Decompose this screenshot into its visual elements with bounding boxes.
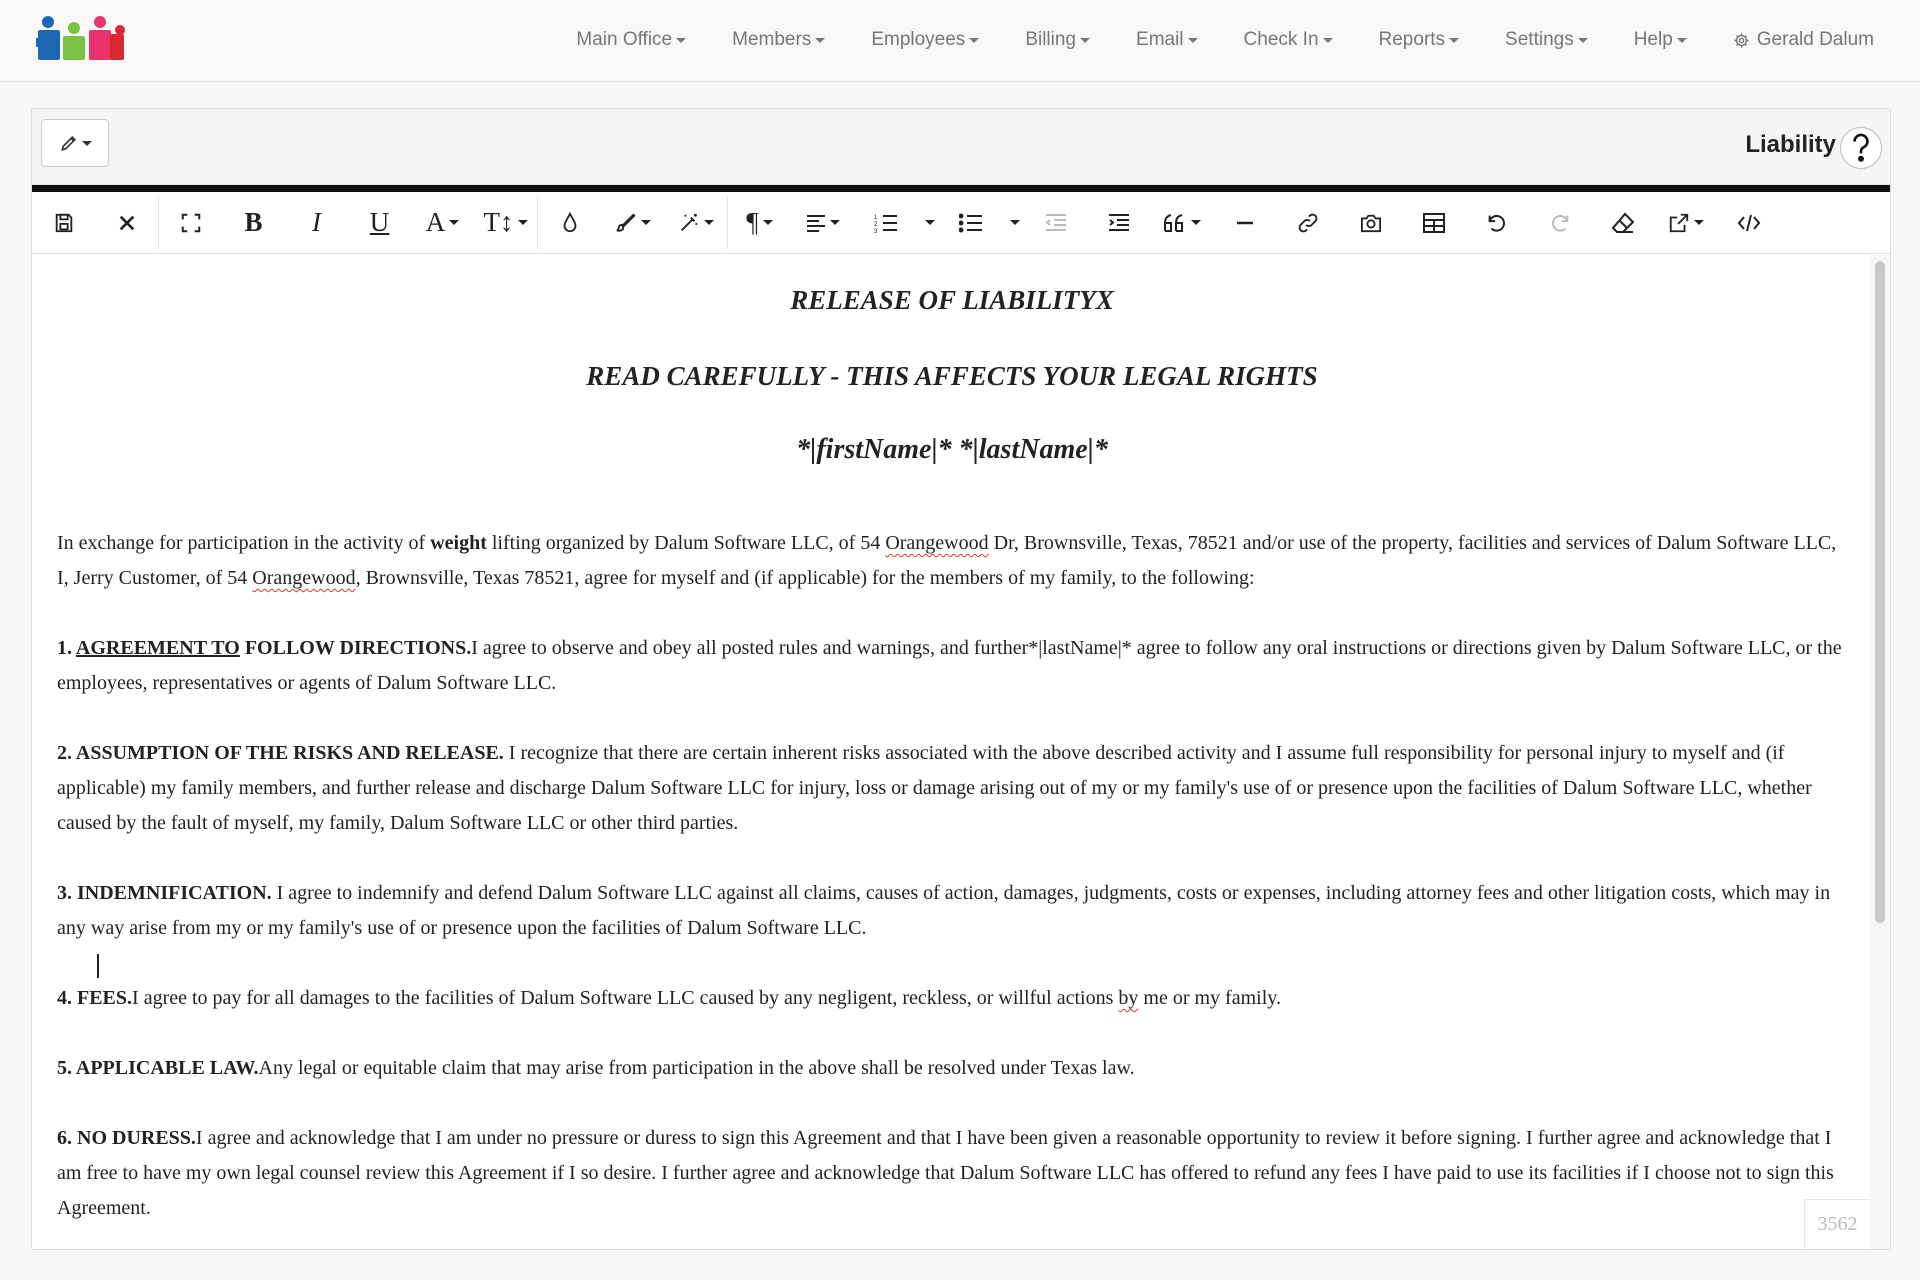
nav-settings[interactable]: Settings — [1482, 29, 1611, 51]
nav-members[interactable]: Members — [709, 29, 848, 51]
nav-reports[interactable]: Reports — [1356, 29, 1483, 51]
outdent-icon — [1045, 213, 1067, 233]
user-name: Gerald Dalum — [1756, 29, 1874, 50]
intro-paragraph: In exchange for participation in the activity of weight lifting organized by Dalum Software LLC, of 54 Orangewood Dr, Brownsville, Texas, 78521 and/or use of the property, facilities and services of Dalum Software LLC, I, Jerry Customer, of 54 Orangewood, Brownsville, Texas 78521, agree for myself and (if applicable) for the members of my family, to the following: — [57, 532, 1837, 589]
paragraph-style-dropdown[interactable] — [728, 192, 791, 254]
horizontal-rule-button[interactable] — [1213, 192, 1276, 254]
section-2-paragraph: 2. ASSUMPTION OF THE RISKS AND RELEASE. I recognize that there are certain inherent risks associated with the above described activity and I assume full responsibility for personal injury to myself and (if applicable) my family members, and further release and discharge Dalum Software LLC for injury, loss or damage arising out of my or my family's use of or presence upon the facilities of Dalum Software LLC, whether caused by the fault of myself, my family, Dalum Software LLC or other third parties. — [57, 742, 1812, 834]
redo-button[interactable] — [1528, 192, 1591, 254]
gear-icon — [1733, 32, 1750, 49]
font-size-icon: T↕ — [483, 207, 514, 237]
caret-down-icon — [969, 38, 979, 43]
ordered-list-dropdown[interactable] — [917, 192, 939, 254]
section-6-paragraph: 6. NO DURESS.I agree and acknowledge that I am under no pressure or duress to sign this Agreement and that I have been given a reasonable opportunity to review it before signing. I further agree and acknowledge that I am free to have my own legal counsel review this Agreement if I so desire. I further agree and acknowledge that Dalum Software LLC has offered to refund any fees I have paid to use its facilities if I choose not to sign this Agreement. — [57, 1127, 1834, 1219]
undo-button[interactable] — [1465, 192, 1528, 254]
italic-button[interactable] — [285, 192, 348, 254]
align-dropdown[interactable] — [791, 192, 854, 254]
horizontal-rule-icon — [1235, 220, 1255, 226]
caret-down-icon — [925, 220, 935, 225]
caret-down-icon — [830, 220, 840, 225]
close-icon — [118, 214, 136, 232]
font-size-dropdown[interactable] — [474, 192, 537, 254]
paint-brush-dropdown[interactable] — [601, 192, 664, 254]
undo-icon — [1486, 212, 1508, 234]
spelling-error[interactable]: Orangewood — [252, 567, 356, 589]
italic-icon: I — [312, 207, 321, 237]
panel-title: Liability — [1745, 131, 1836, 158]
link-button[interactable] — [1276, 192, 1339, 254]
caret-down-icon — [1677, 38, 1687, 43]
question-icon — [1848, 133, 1874, 163]
caret-down-icon — [518, 220, 528, 225]
link-icon — [1297, 212, 1319, 234]
empty-line — [57, 946, 1847, 981]
section-3-paragraph: 3. INDEMNIFICATION. I agree to indemnify and defend Dalum Software LLC against all claims, causes of action, damages, judgments, costs or expenses, including attorney fees and other litigation costs, which may in any way arise from my or my family's use of or presence upon the facilities of Dalum Software LLC. — [57, 882, 1831, 939]
edit-mode-dropdown[interactable] — [41, 119, 109, 167]
pencil-icon — [59, 133, 79, 153]
document-subtitle: READ CAREFULLY - THIS AFFECTS YOUR LEGAL RIGHTS — [586, 361, 1318, 391]
spelling-error[interactable]: by — [1118, 987, 1139, 1009]
indent-button[interactable] — [1087, 192, 1150, 254]
document-editor[interactable] — [32, 255, 1872, 1249]
svg-text:1: 1 — [873, 214, 877, 221]
svg-text:3: 3 — [873, 228, 877, 233]
caret-down-icon — [1449, 38, 1459, 43]
caret-down-icon — [1578, 38, 1588, 43]
caret-down-icon — [815, 38, 825, 43]
caret-down-icon — [82, 141, 92, 146]
caret-down-icon — [1323, 38, 1333, 43]
indent-icon — [1108, 213, 1130, 233]
ordered-list-icon — [874, 213, 898, 233]
magic-wand-dropdown[interactable] — [664, 192, 727, 254]
clear-format-button[interactable] — [1591, 192, 1654, 254]
nav-billing[interactable]: Billing — [1002, 29, 1113, 51]
caret-down-icon — [1694, 220, 1704, 225]
save-button[interactable] — [32, 192, 95, 254]
top-navbar — [0, 0, 1920, 82]
table-icon — [1423, 213, 1445, 233]
bold-button[interactable] — [222, 192, 285, 254]
outdent-button[interactable] — [1024, 192, 1087, 254]
panel-header — [32, 109, 1890, 185]
section-4-paragraph: 4. FEES.I agree to pay for all damages to the facilities of Dalum Software LLC caused by any negligent, reckless, or willful actions by me or my family. — [57, 987, 1281, 1009]
align-icon — [806, 214, 826, 232]
nav-help[interactable]: Help — [1611, 29, 1710, 51]
ordered-list-button[interactable] — [854, 192, 917, 254]
color-icon — [561, 212, 579, 234]
external-link-icon — [1668, 212, 1690, 234]
magic-wand-icon — [678, 212, 700, 234]
font-family-dropdown[interactable] — [411, 192, 474, 254]
liability-panel — [31, 108, 1891, 1250]
caret-down-icon — [1188, 38, 1198, 43]
nav-user-menu[interactable] — [1710, 29, 1874, 51]
camera-icon — [1360, 213, 1382, 233]
caret-down-icon — [763, 220, 773, 225]
code-icon — [1737, 213, 1761, 233]
quote-icon — [1163, 213, 1187, 233]
caret-down-icon — [1080, 38, 1090, 43]
unordered-list-dropdown[interactable] — [1002, 192, 1024, 254]
fullscreen-icon — [180, 212, 202, 234]
text-cursor — [97, 954, 99, 978]
nav-email[interactable]: Email — [1113, 29, 1221, 51]
nav-main-office[interactable]: Main Office — [553, 29, 709, 51]
spelling-error[interactable]: Orangewood — [885, 532, 989, 554]
quote-dropdown[interactable] — [1150, 192, 1213, 254]
caret-down-icon — [449, 220, 459, 225]
document-title: RELEASE OF LIABILITYX — [790, 285, 1114, 315]
eraser-icon — [1611, 212, 1635, 234]
caret-down-icon — [1010, 220, 1020, 225]
merge-fields-heading: *|firstName|* *|lastName|* — [796, 434, 1108, 465]
editor-toolbar — [32, 192, 1890, 254]
character-counter: 3562 — [1804, 1199, 1870, 1249]
section-1-paragraph: 1. AGREEMENT TO FOLLOW DIRECTIONS.I agree to observe and obey all posted rules and warnings, and further*|lastName|* agree to follow any oral instructions or directions given by Dalum Software LLC, or the employees, representatives or agents of Dalum Software LLC. — [57, 637, 1842, 694]
underline-button[interactable] — [348, 192, 411, 254]
nav-check-in[interactable]: Check In — [1221, 29, 1356, 51]
close-button[interactable] — [95, 192, 158, 254]
app-logo-icon[interactable] — [36, 14, 126, 64]
section-5-paragraph: 5. APPLICABLE LAW.Any legal or equitable claim that may arise from participation in the above shall be resolved under Texas law. — [57, 1057, 1135, 1079]
nav-employees[interactable]: Employees — [848, 29, 1002, 51]
text-color-button[interactable] — [538, 192, 601, 254]
fullscreen-button[interactable] — [159, 192, 222, 254]
paragraph-icon: ¶ — [746, 207, 759, 237]
main-menu — [553, 0, 1874, 80]
caret-down-icon — [676, 38, 686, 43]
caret-down-icon — [1191, 220, 1201, 225]
table-button[interactable] — [1402, 192, 1465, 254]
image-button[interactable] — [1339, 192, 1402, 254]
save-icon — [53, 212, 75, 234]
document-scrollbar[interactable] — [1870, 255, 1890, 1249]
export-dropdown[interactable] — [1654, 192, 1717, 254]
caret-down-icon — [704, 220, 714, 225]
bold-icon: B — [244, 207, 263, 237]
redo-icon — [1549, 212, 1571, 234]
svg-text:2: 2 — [873, 221, 877, 228]
paint-brush-icon — [615, 212, 637, 234]
caret-down-icon — [641, 220, 651, 225]
help-button[interactable] — [1840, 127, 1882, 169]
underline-icon: U — [369, 207, 390, 237]
code-view-button[interactable] — [1717, 192, 1780, 254]
font-icon: A — [425, 207, 446, 237]
scrollbar-thumb[interactable] — [1875, 261, 1885, 923]
unordered-list-button[interactable] — [939, 192, 1002, 254]
unordered-list-icon — [959, 213, 983, 233]
